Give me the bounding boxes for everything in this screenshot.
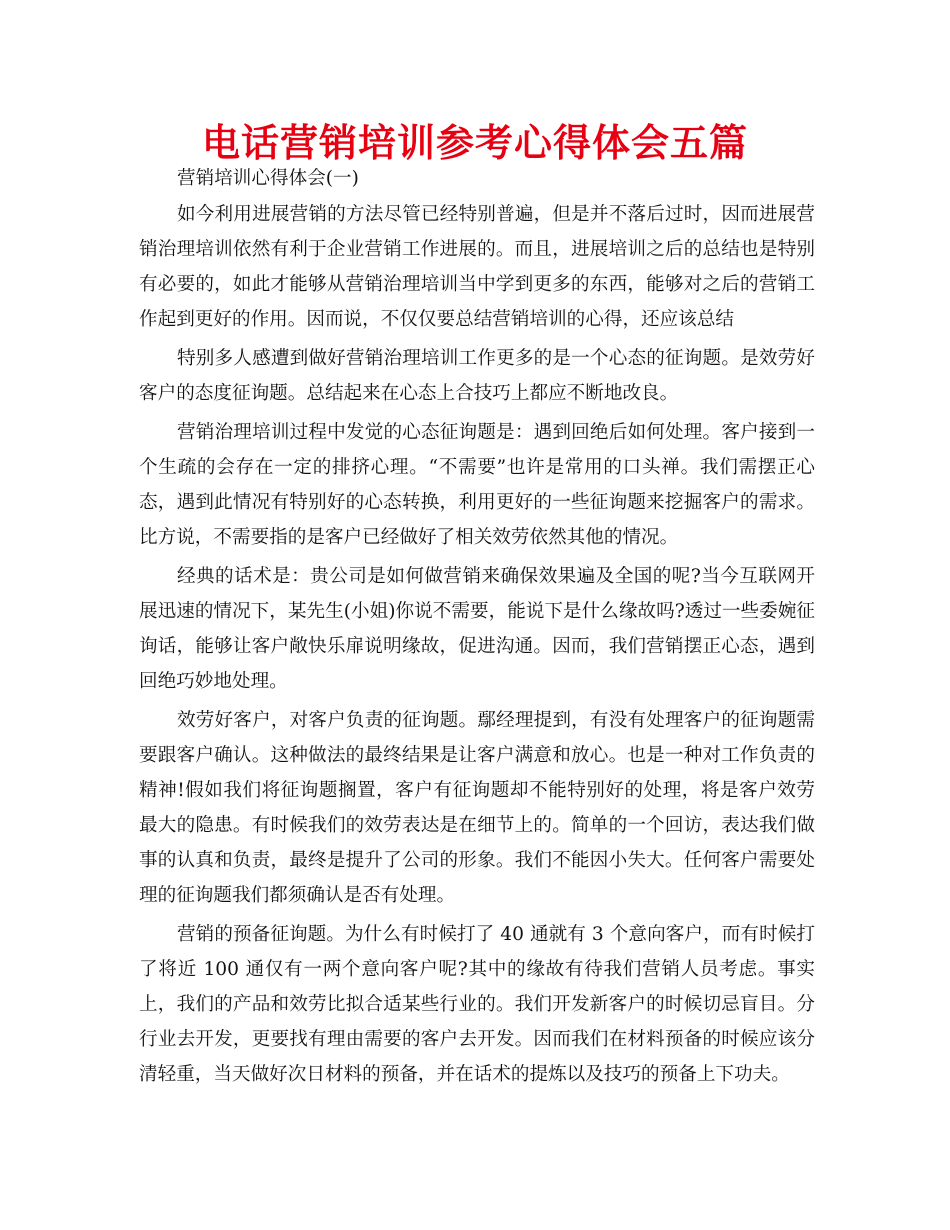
page-title: 电话营销培训参考心得体会五篇: [201, 121, 748, 165]
paragraph-4: 经典的话术是：贵公司是如何做营销来确保效果遍及全国的呢?当今互联网开展迅速的情况下，某先生(小姐)你说不需要，能说下是什么缘故吗?透过一些委婉征询话，能够让客户敞快乐扉说明缘故，促进沟通。因而，我们营销摆正心态，遇到回绝巧妙地处理。: [139, 566, 815, 692]
paragraph-6: 营销的预备征询题。为什么有时候打了 40 通就有 3 个意向客户，而有时候打了将近 100 通仅有一两个意向客户呢?其中的缘故有待我们营销人员考虑。事实上，我们的产品和效劳比拟合适某些行业的。我们开发新客户的时候切忌盲目。分行业去开发，更要找有理由需要的客户去开发。因而我们在材料预备的时候应该分清轻重，当天做好次日材料的预备，并在话术的提炼以及技巧的预备上下功夫。: [139, 924, 815, 1085]
paragraph-1: 如今利用进展营销的方法尽管已经特别普遍，但是并不落后过时，因而进展营销治理培训依然有利于企业营销工作进展的。而且，进展培训之后的总结也是特别有必要的，如此才能够从营销治理培训当中学到更多的东西，能够对之后的营销工作起到更好的作用。因而说，不仅仅要总结营销培训的心得，还应该总结: [139, 204, 815, 330]
paragraph-3: 营销治理培训过程中发觉的心态征询题是：遇到回绝后如何处理。客户接到一个生疏的会存在一定的排挤心理。“不需要”也许是常用的口头禅。我们需摆正心态，遇到此情况有特别好的心态转换，利用更好的一些征询题来挖掘客户的需求。比方说，不需要指的是客户已经做好了相关效劳依然其他的情况。: [139, 422, 815, 548]
section-heading: 营销培训心得体会(一): [177, 168, 359, 189]
document-body: [139, 162, 815, 1092]
paragraph-5: 效劳好客户，对客户负责的征询题。鄢经理提到，有没有处理客户的征询题需要跟客户确认。这种做法的最终结果是让客户满意和放心。也是一种对工作负责的精神!假如我们将征询题搁置，客户有征询题却不能特别好的处理，将是客户效劳最大的隐患。有时候我们的效劳表达是在细节上的。简单的一个回访，表达我们做事的认真和负责，最终是提升了公司的形象。我们不能因小失大。任何客户需要处理的征询题我们都须确认是否有处理。: [139, 710, 815, 906]
paragraph-2: 特别多人感遭到做好营销治理培训工作更多的是一个心态的征询题。是效劳好客户的态度征询题。总结起来在心态上合技巧上都应不断地改良。: [139, 348, 815, 404]
